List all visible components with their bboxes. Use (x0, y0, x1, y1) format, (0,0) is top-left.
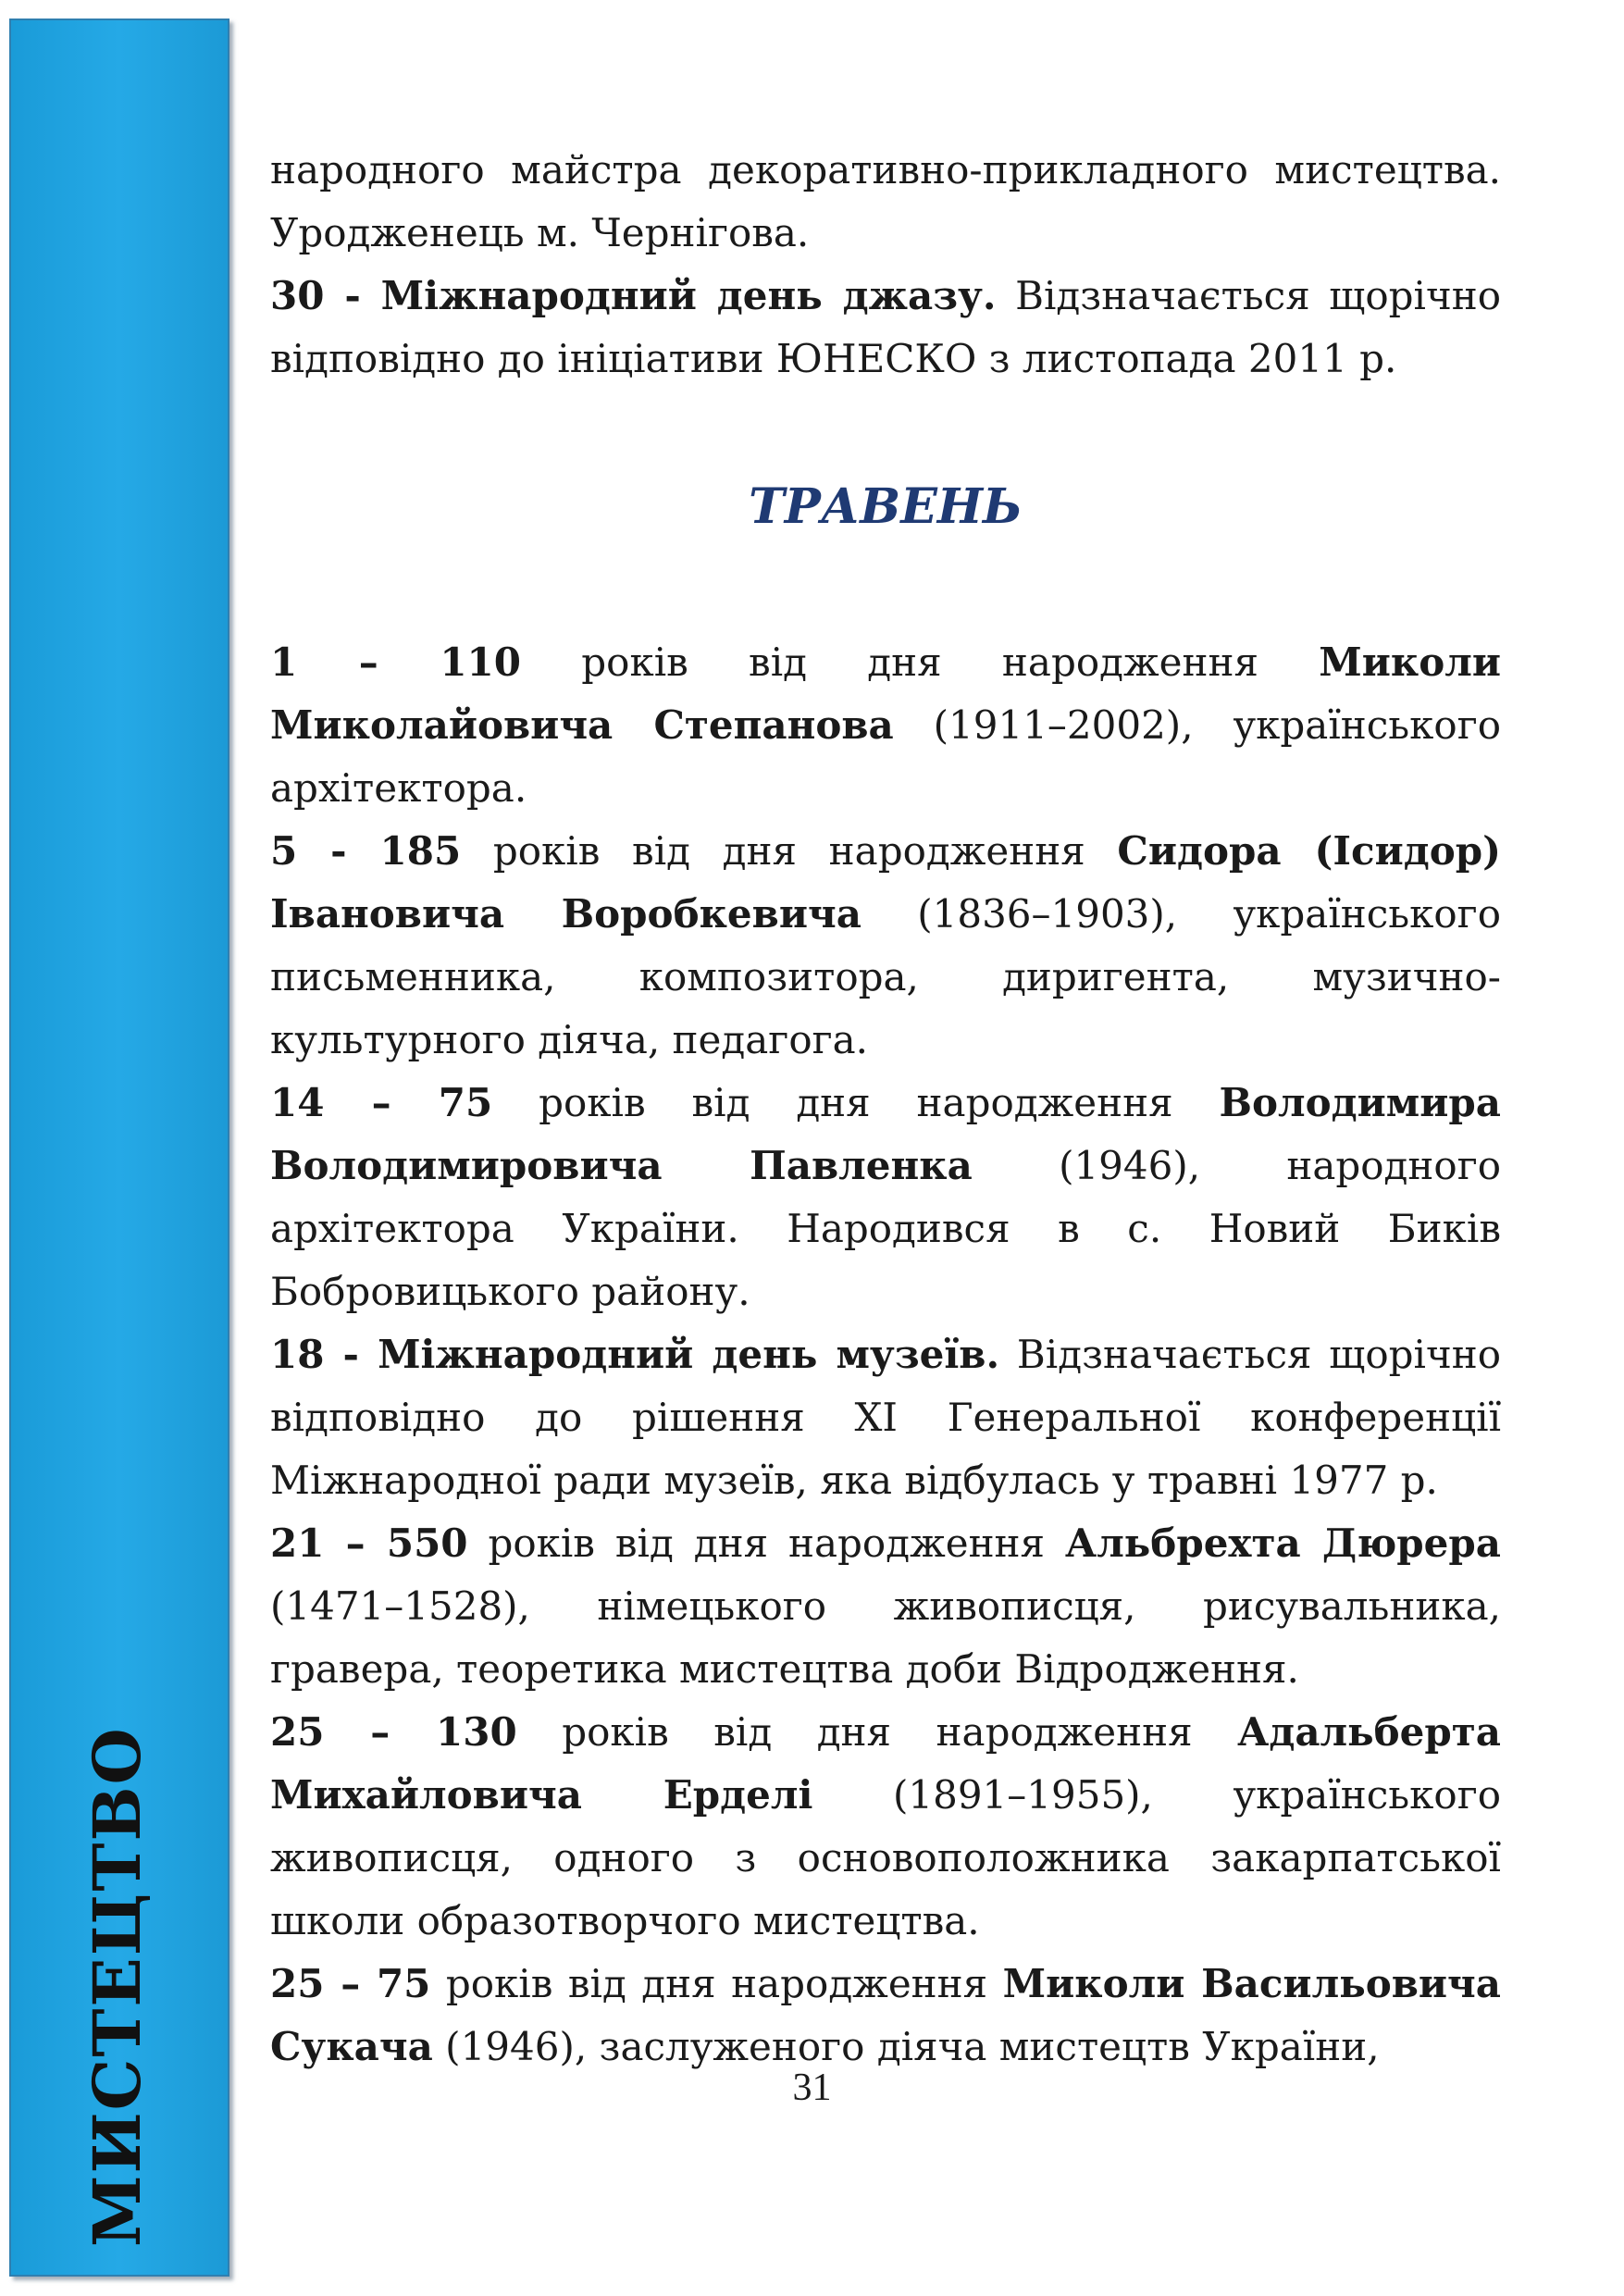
entry-date: 21 – 550 (270, 1520, 468, 1566)
side-bar (9, 19, 229, 2277)
month-heading: ТРАВЕНЬ (749, 478, 1023, 535)
entry-name: Адальберта Михайловича Ерделі (270, 1709, 1501, 1818)
entry-rest: (1471–1528), німецького живописця, рисувальника, гравера, теоретика мистецтва доби Відродження. (270, 1583, 1501, 1692)
entry (270, 1323, 1501, 1512)
entry-name: Миколи Васильовича Сукача (270, 1961, 1502, 2069)
entry-date: 14 – 75 (270, 1080, 493, 1125)
entry (270, 1953, 1501, 2079)
entry (270, 1072, 1501, 1323)
entry-rest: (1911–2002), українського архітектора. (270, 702, 1501, 811)
entry-name: Альбрехта Дюрера (1064, 1520, 1501, 1566)
entry-date: 25 – 130 (270, 1709, 517, 1755)
entry-date: 18 - Міжнародний день музеїв. (270, 1332, 1000, 1377)
entry-name: Володимира Володимировича Павленка (270, 1080, 1501, 1188)
entry (270, 631, 1501, 820)
entry-pre: років від дня народження (521, 639, 1320, 685)
intro-text: народного майстра декоративно-прикладного мистецтва. Уродженець м. Чернігова. (270, 147, 1501, 255)
intro-paragraph (270, 139, 1501, 265)
jazz-day-paragraph (270, 265, 1501, 391)
entry (270, 1701, 1501, 1953)
entry (270, 1512, 1501, 1701)
entry-date: 5 - 185 (270, 828, 462, 874)
jazz-day-text: Відзначається щорічно відповідно до ініціативи ЮНЕСКО з листопада 2011 р. (270, 273, 1501, 381)
entry-name: Сидора (Ісидор) Івановича Воробкевича (270, 828, 1502, 937)
entry-pre: років від дня народження (467, 1520, 1065, 1566)
entry-date: 25 – 75 (270, 1961, 431, 2006)
entry (270, 820, 1501, 1072)
entry-rest: (1836–1903), українського письменника, композитора, диригента, музично-культурного діяча, педагога. (270, 891, 1501, 1062)
entry-pre: років від дня народження (461, 828, 1118, 874)
page-number: 31 (792, 2066, 832, 2109)
entry-rest: (1891–1955), українського живописця, одного з основоположника закарпатської школи образотворчого мистецтва. (270, 1772, 1501, 1943)
entry-pre: років від дня народження (516, 1709, 1238, 1755)
section-label: МИСТЕЦТВО (79, 1726, 155, 2247)
entry-rest: (1946), заслуженого діяча мистецтв України, (432, 2024, 1380, 2069)
entry-name: Миколи Миколайовича Степанова (270, 639, 1501, 748)
entry-date: 1 – 110 (270, 639, 521, 685)
entry-rest: Відзначається щорічно відповідно до рішення XI Генеральної конференції Міжнародної ради музеїв, яка відбулась у травні 1977 р. (270, 1332, 1501, 1503)
entry-pre: років від дня народження (492, 1080, 1220, 1125)
entry-rest: (1946), народного архітектора України. Народився в с. Новий Биків Бобровицького району. (270, 1143, 1501, 1314)
entry-pre: років від дня народження (430, 1961, 1003, 2006)
jazz-day-title: 30 - Міжнародний день джазу. (270, 273, 997, 318)
page-content (270, 139, 1501, 2079)
